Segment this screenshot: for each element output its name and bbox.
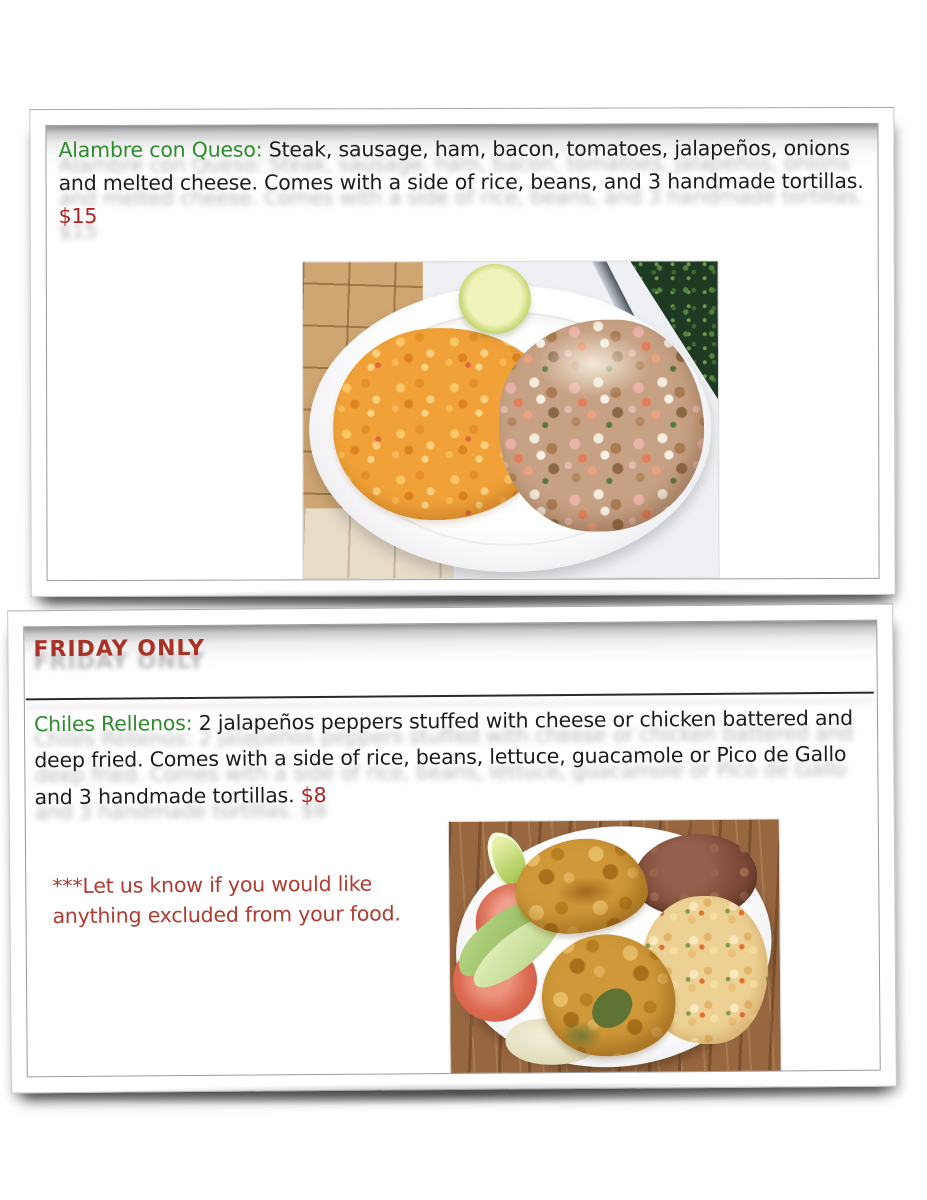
menu-card-chiles-rellenos	[7, 604, 897, 1094]
chiles-rellenos-plate-photo	[448, 818, 782, 1075]
alambre-meat-cheese-mix	[499, 319, 705, 532]
chiles-price: $8	[300, 782, 327, 808]
exclusion-note: ***Let us know if you would like anything excluded from your food.	[52, 871, 401, 929]
section-divider	[26, 692, 874, 701]
chiles-description-text: 2 jalapeños peppers stuffed with cheese or chicken battered and deep fried. Comes with a side of rice, beans, lettuce, guacamole or Pico de Gallo and 3 handmade tortillas.	[34, 705, 854, 810]
alambre-item-name: Alambre con Queso:	[58, 137, 263, 163]
lime-half	[459, 264, 531, 334]
menu-card-alambre-inner	[45, 123, 879, 581]
chiles-item-name: Chiles Rellenos:	[33, 711, 193, 737]
menu-card-alambre	[29, 107, 895, 597]
alambre-price: $15	[58, 203, 98, 228]
alambre-plate-photo	[302, 260, 720, 579]
menu-card-chiles-inner	[23, 620, 881, 1078]
alambre-description-text: Steak, sausage, ham, bacon, tomatoes, jalapeños, onions and melted cheese. Comes with a side of rice, beans, and 3 handmade tortillas.	[58, 135, 864, 195]
chiles-description	[34, 700, 860, 816]
alambre-description	[58, 132, 871, 233]
friday-only-header: FRIDAY ONLY	[33, 635, 206, 663]
